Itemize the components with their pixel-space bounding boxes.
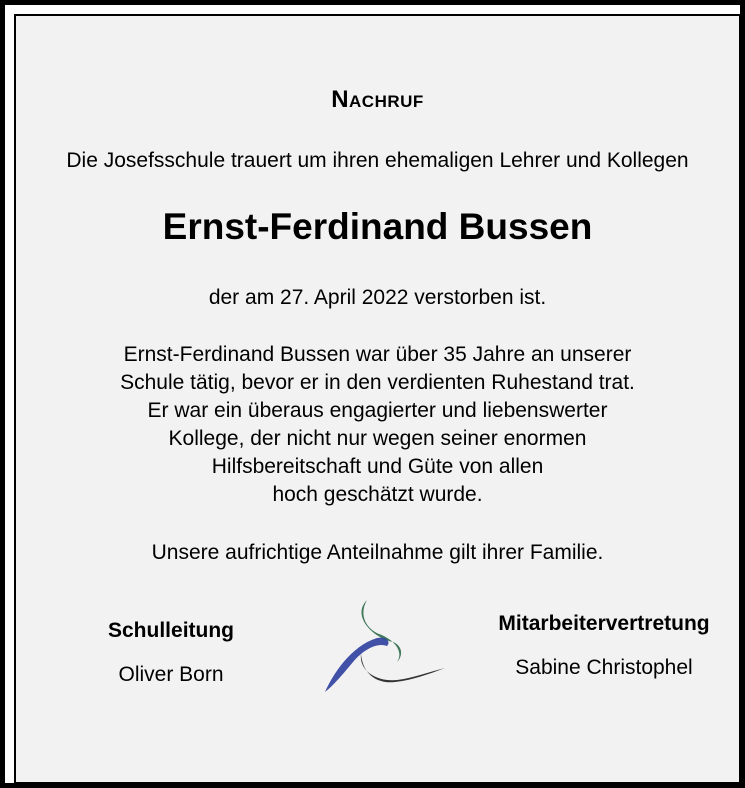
tribute-line: Kollege, der nicht nur wegen seiner enormen bbox=[168, 427, 587, 450]
date-of-death-text: der am 27. April 2022 verstorben ist. bbox=[208, 286, 547, 309]
tribute-line: Schule tätig, bevor er in den verdienten Ruhestand trat. bbox=[120, 371, 635, 394]
tribute-line: hoch geschätzt wurde. bbox=[272, 483, 483, 506]
condolence-text: Unsere aufrichtige Anteilnahme gilt ihrer Familie. bbox=[151, 541, 604, 564]
tribute-line: Er war ein überaus engagierter und liebenswerter bbox=[147, 399, 608, 422]
school-logo-triskele-icon bbox=[321, 594, 451, 699]
tribute-text bbox=[76, 341, 679, 509]
signature-name: Oliver Born bbox=[118, 663, 224, 686]
intro-text: Die Josefsschule trauert um ihren ehemaligen Lehrer und Kollegen bbox=[66, 149, 689, 172]
tribute-line: Ernst-Ferdinand Bussen war über 35 Jahre an unserer bbox=[123, 343, 632, 366]
notice-heading: Nachruf bbox=[331, 86, 424, 113]
notice-card bbox=[14, 14, 741, 784]
signature-principal bbox=[76, 619, 266, 687]
signature-title: Mitarbeitervertretung bbox=[498, 612, 710, 635]
deceased-name: Ernst-Ferdinand Bussen bbox=[162, 206, 593, 247]
tribute-line: Hilfsbereitschaft und Güte von allen bbox=[211, 455, 544, 478]
signature-staff-council bbox=[476, 612, 732, 680]
signature-title: Schulleitung bbox=[108, 619, 234, 642]
signature-name: Sabine Christophel bbox=[515, 656, 693, 679]
